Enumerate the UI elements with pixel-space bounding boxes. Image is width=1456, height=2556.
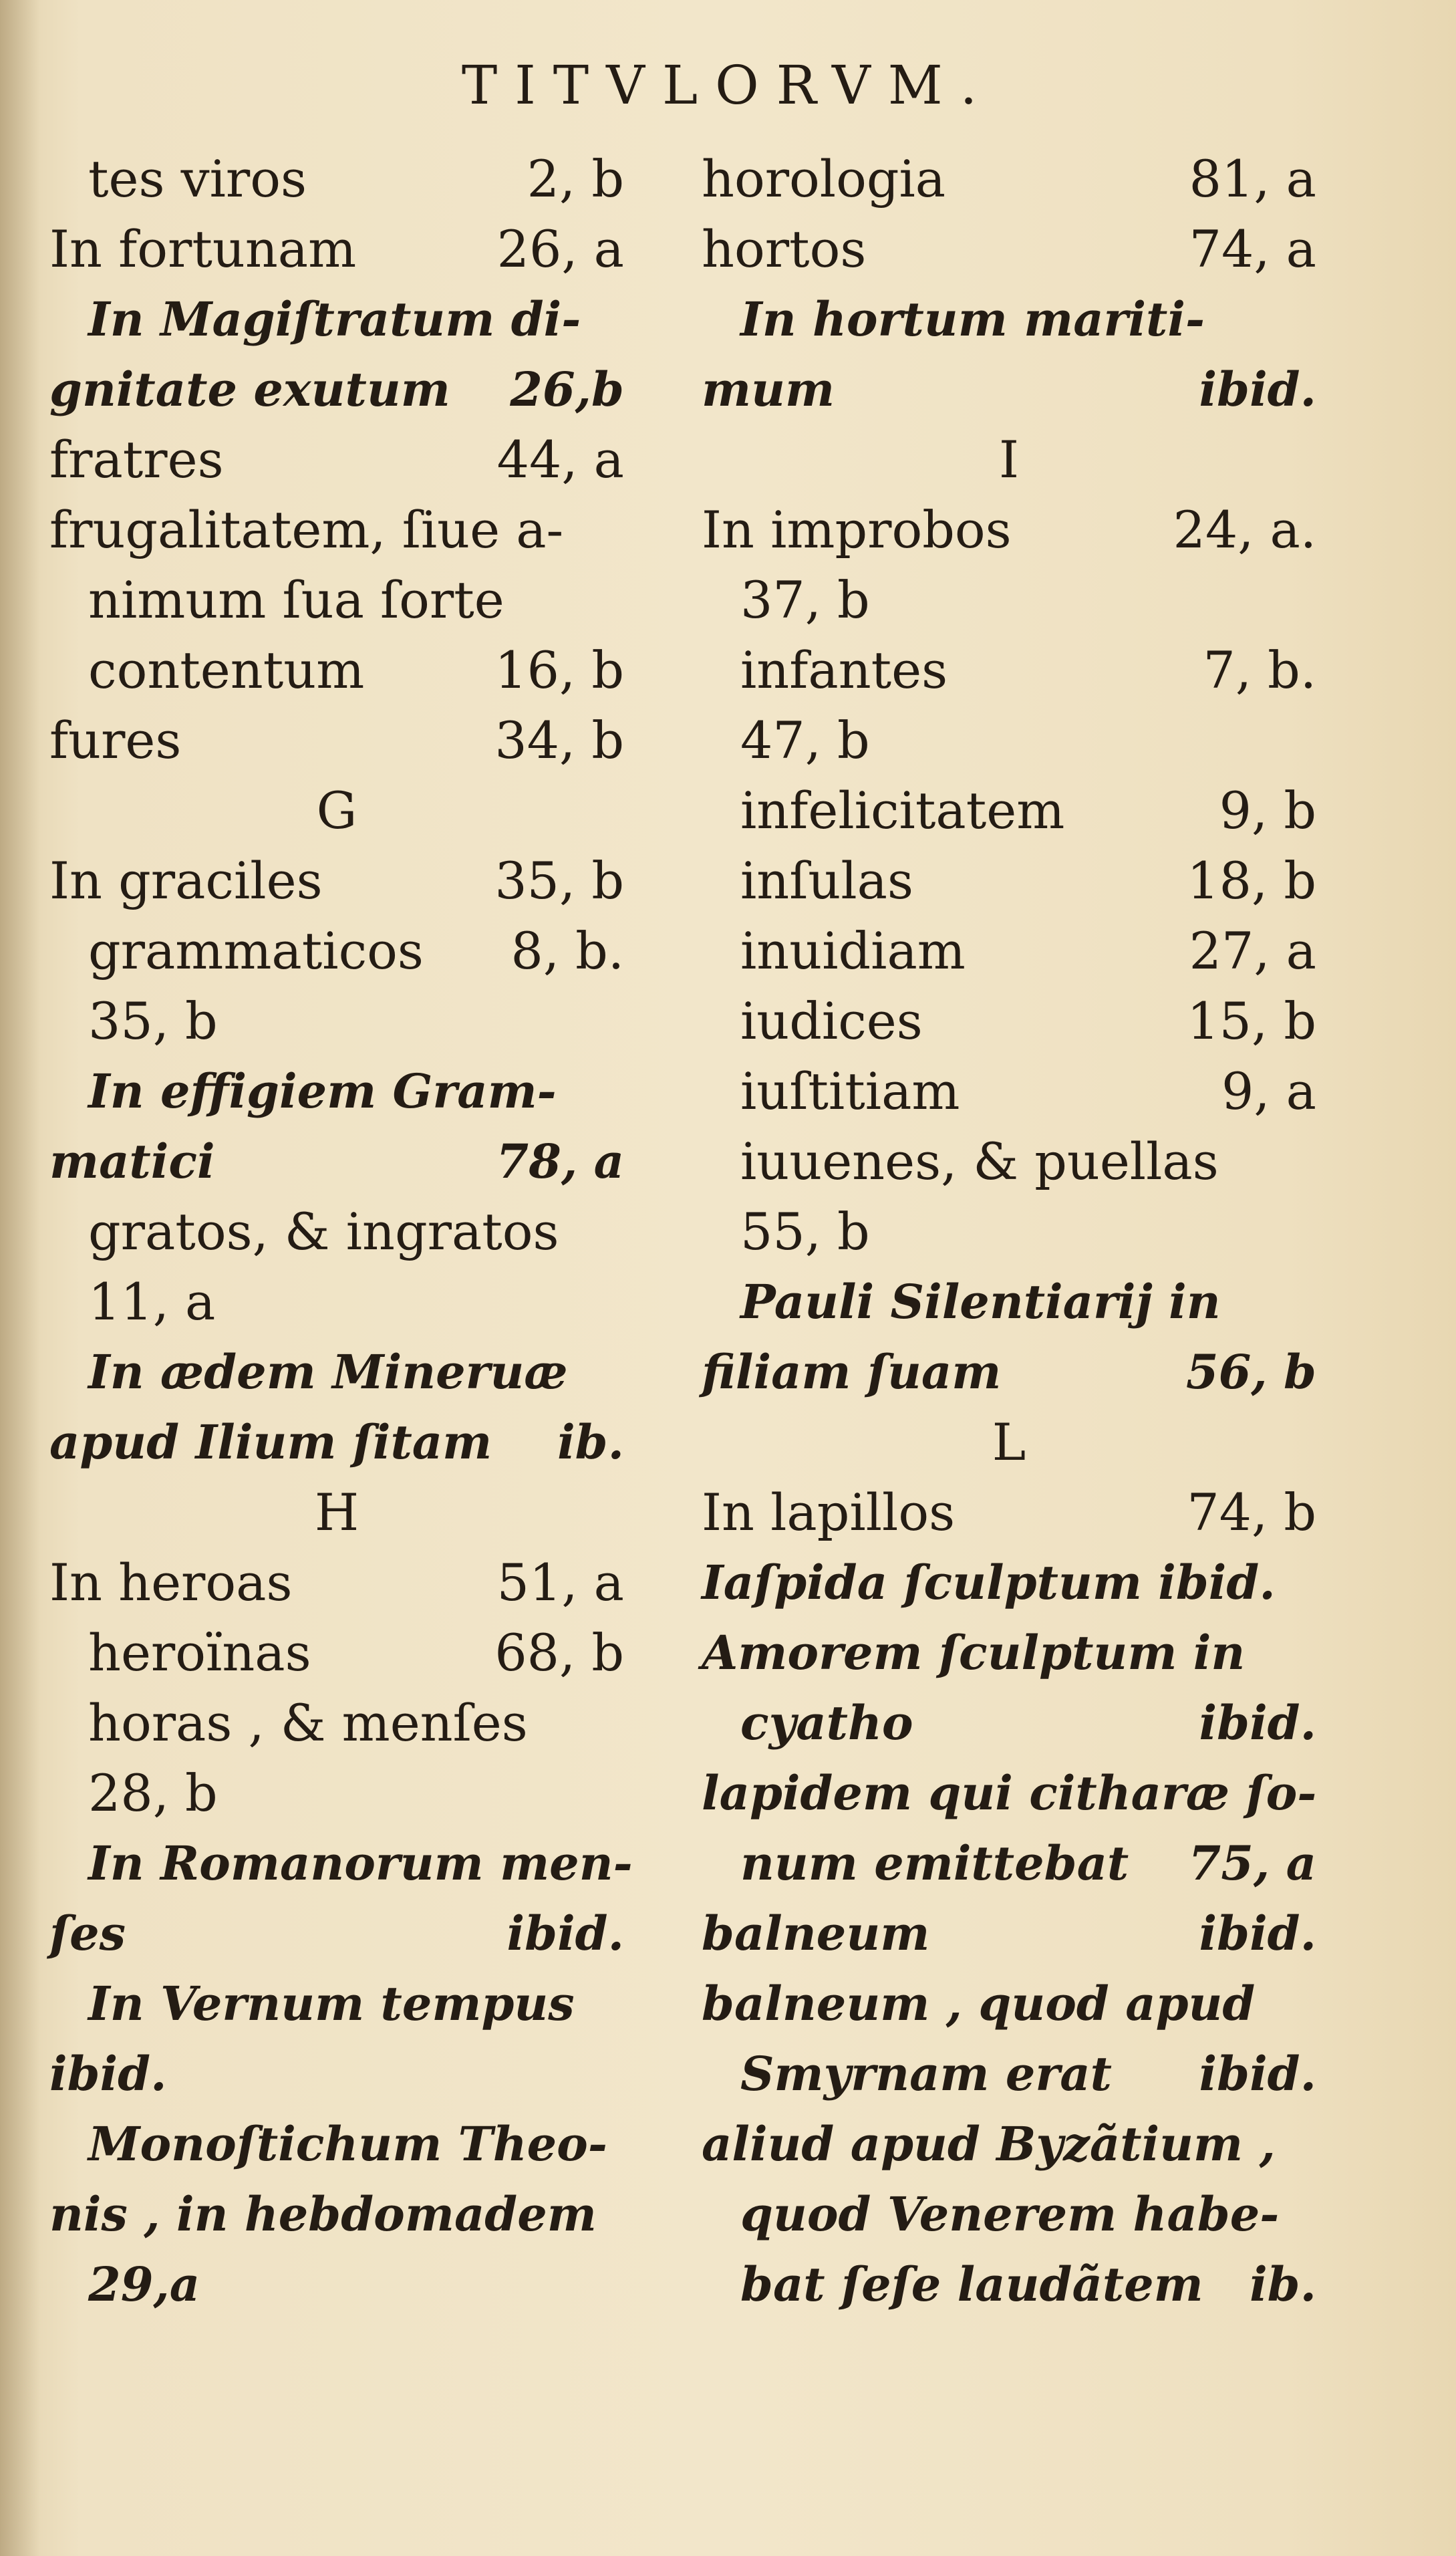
index-entry — [702, 1126, 1316, 1196]
entry-title: gnitate exutum — [49, 362, 450, 417]
entry-page-ref: 2, b — [527, 149, 624, 209]
entry-title: balneum , quod apud — [702, 1976, 1256, 2031]
running-head: TITVLORVM. — [461, 54, 995, 116]
index-entry — [49, 2179, 624, 2249]
index-entry — [702, 1758, 1316, 1828]
entry-title: aliud apud Byzãtium , — [702, 2116, 1276, 2172]
index-column-right — [702, 144, 1316, 2319]
index-entry — [49, 1337, 624, 1407]
entry-title: mum — [702, 362, 835, 417]
entry-page-ref: 68, b — [494, 1623, 624, 1682]
entry-title: balneum — [702, 1906, 930, 1961]
entry-page-ref: 78, a — [496, 1134, 624, 1189]
entry-title: In Vernum tempus — [88, 1976, 575, 2031]
entry-title: ibid. — [49, 2046, 167, 2101]
index-entry — [702, 1898, 1316, 1968]
entry-page-ref: 27, a — [1189, 921, 1316, 981]
entry-page-ref: 9, a — [1221, 1061, 1316, 1121]
entry-page-ref: 8, b. — [511, 921, 624, 981]
entry-title: grammaticos — [88, 921, 424, 981]
index-entry — [49, 284, 624, 354]
index-entry — [702, 284, 1316, 354]
entry-title: iudices — [740, 991, 923, 1051]
entry-page-ref: ibid. — [1199, 362, 1316, 417]
index-entry — [702, 1337, 1316, 1407]
entry-page-ref: 15, b — [1187, 991, 1316, 1051]
entry-title: fures — [49, 711, 182, 770]
index-entry — [702, 986, 1316, 1056]
entry-title: In ædem Mineruæ — [88, 1344, 568, 1400]
section-letter-text: I — [998, 430, 1020, 489]
entry-title: 11, a — [88, 1272, 216, 1331]
index-entry — [702, 1267, 1316, 1337]
entry-title: apud Ilium ſitam — [49, 1414, 492, 1470]
index-entry — [702, 2179, 1316, 2249]
section-letter — [49, 775, 624, 846]
entry-title: num emittebat — [740, 1835, 1129, 1891]
entry-page-ref: ibid. — [1199, 1906, 1316, 1961]
entry-page-ref: 26,b — [510, 362, 624, 417]
entry-title: iuuenes, & puellas — [740, 1132, 1219, 1191]
section-letter — [702, 424, 1316, 495]
entry-title: Smyrnam erat — [740, 2046, 1112, 2101]
entry-page-ref: 74, b — [1187, 1483, 1316, 1542]
entry-page-ref: 74, a — [1189, 219, 1316, 279]
index-entry — [702, 846, 1316, 916]
entry-title: horas , & menſes — [88, 1693, 528, 1753]
index-entry — [49, 1618, 624, 1688]
entry-title: inuidiam — [740, 921, 966, 981]
entry-title: contentum — [88, 640, 365, 700]
index-entry — [49, 1407, 624, 1477]
index-entry — [702, 354, 1316, 424]
index-entry — [702, 2249, 1316, 2319]
index-entry — [49, 2039, 624, 2109]
entry-title: In hortum mariti- — [740, 291, 1205, 347]
index-entry — [49, 1968, 624, 2039]
entry-title: frugalitatem, ſiue a- — [49, 500, 564, 559]
index-entry — [49, 1056, 624, 1126]
section-letter-text: G — [316, 781, 357, 840]
entry-title: In effigiem Gram- — [88, 1063, 557, 1119]
entry-title: Amorem ſculptum in — [702, 1625, 1246, 1680]
index-entry — [49, 705, 624, 775]
index-entry — [49, 846, 624, 916]
index-entry — [702, 1056, 1316, 1126]
entry-title: In Magiſtratum di- — [88, 291, 581, 347]
entry-title: In lapillos — [702, 1483, 956, 1542]
index-entry — [702, 705, 1316, 775]
entry-title: 47, b — [740, 711, 870, 770]
index-entry — [702, 1196, 1316, 1267]
entry-title: nis , in hebdomadem — [49, 2186, 597, 2242]
entry-title: inſulas — [740, 851, 913, 910]
entry-page-ref: 24, a. — [1173, 500, 1316, 559]
index-entry — [49, 214, 624, 284]
entry-title: 29,a — [88, 2257, 200, 2312]
entry-page-ref: 16, b — [494, 640, 624, 700]
entry-page-ref: 81, a — [1189, 149, 1316, 209]
entry-title: infelicitatem — [740, 781, 1065, 840]
index-entry — [49, 986, 624, 1056]
entry-page-ref: 51, a — [496, 1553, 624, 1612]
index-entry — [49, 424, 624, 495]
entry-title: 28, b — [88, 1763, 218, 1823]
index-entry — [702, 1477, 1316, 1547]
entry-page-ref: 75, a — [1188, 1835, 1316, 1891]
index-entry — [702, 2039, 1316, 2109]
index-entry — [49, 635, 624, 705]
entry-page-ref: ibid. — [1199, 2046, 1316, 2101]
entry-page-ref: 56, b — [1185, 1344, 1316, 1400]
index-entry — [49, 2249, 624, 2319]
index-entry — [49, 1267, 624, 1337]
index-entry — [702, 565, 1316, 635]
entry-title: horologia — [702, 149, 946, 209]
entry-page-ref: 44, a — [496, 430, 624, 489]
index-entry — [49, 1547, 624, 1618]
entry-title: iuſtitiam — [740, 1061, 960, 1121]
entry-page-ref: 35, b — [494, 851, 624, 910]
index-entry — [702, 1688, 1316, 1758]
index-entry — [702, 2109, 1316, 2179]
index-entry — [49, 495, 624, 565]
index-entry — [702, 916, 1316, 986]
entry-title: quod Venerem habe- — [740, 2186, 1280, 2242]
entry-title: gratos, & ingratos — [88, 1202, 559, 1261]
index-entry — [49, 1758, 624, 1828]
section-letter-text: L — [992, 1412, 1026, 1472]
entry-title: In Romanorum men- — [88, 1835, 633, 1891]
index-entry — [49, 1898, 624, 1968]
entry-title: 35, b — [88, 991, 218, 1051]
entry-title: Monoſtichum Theo- — [88, 2116, 607, 2172]
entry-page-ref: 34, b — [494, 711, 624, 770]
entry-page-ref: 7, b. — [1203, 640, 1316, 700]
entry-title: tes viros — [88, 149, 307, 209]
index-entry — [702, 1547, 1316, 1618]
index-entry — [49, 1688, 624, 1758]
index-entry — [49, 144, 624, 214]
gutter-shadow — [0, 0, 40, 2556]
entry-page-ref: 9, b — [1219, 781, 1316, 840]
entry-page-ref: ibid. — [1199, 1695, 1316, 1751]
entry-title: cyatho — [740, 1695, 913, 1751]
entry-title: fratres — [49, 430, 224, 489]
entry-title: In improbos — [702, 500, 1012, 559]
index-entry — [49, 1828, 633, 1898]
entry-title: ſes — [49, 1906, 126, 1961]
entry-title: 37, b — [740, 570, 870, 630]
entry-title: infantes — [740, 640, 948, 700]
entry-title: Pauli Silentiarij in — [740, 1274, 1221, 1329]
index-entry — [49, 1126, 624, 1196]
section-letter-text: H — [314, 1483, 359, 1542]
entry-title: nimum ſua ſorte — [88, 570, 504, 630]
entry-title: filiam ſuam — [702, 1344, 1002, 1400]
index-entry — [702, 1618, 1316, 1688]
entry-title: matici — [49, 1134, 215, 1189]
index-column-left — [49, 144, 633, 2319]
index-entry — [702, 1828, 1316, 1898]
section-letter — [702, 1407, 1316, 1477]
entry-page-ref: ib. — [557, 1414, 624, 1470]
entry-title: In graciles — [49, 851, 323, 910]
index-entry — [49, 1196, 624, 1267]
index-entry — [49, 565, 624, 635]
index-entry — [702, 495, 1316, 565]
index-entry — [702, 214, 1316, 284]
entry-title: In heroas — [49, 1553, 293, 1612]
index-entry — [49, 916, 624, 986]
entry-page-ref: 18, b — [1187, 851, 1316, 910]
index-entry — [702, 144, 1316, 214]
entry-title: In fortunam — [49, 219, 357, 279]
index-entry — [702, 1968, 1316, 2039]
index-entry — [49, 2109, 624, 2179]
entry-title: heroïnas — [88, 1623, 311, 1682]
entry-page-ref: ibid. — [506, 1906, 624, 1961]
entry-title: 55, b — [740, 1202, 870, 1261]
entry-page-ref: ib. — [1250, 2257, 1316, 2312]
entry-page-ref: 26, a — [496, 219, 624, 279]
entry-title: hortos — [702, 219, 867, 279]
section-letter — [49, 1477, 624, 1547]
index-entry — [702, 775, 1316, 846]
index-entry — [49, 354, 624, 424]
entry-title: bat ſeſe laudãtem — [740, 2257, 1203, 2312]
index-entry — [702, 635, 1316, 705]
entry-title: Iaſpida ſculptum ibid. — [702, 1555, 1276, 1610]
entry-title: lapidem qui citharæ ſo- — [702, 1765, 1317, 1821]
